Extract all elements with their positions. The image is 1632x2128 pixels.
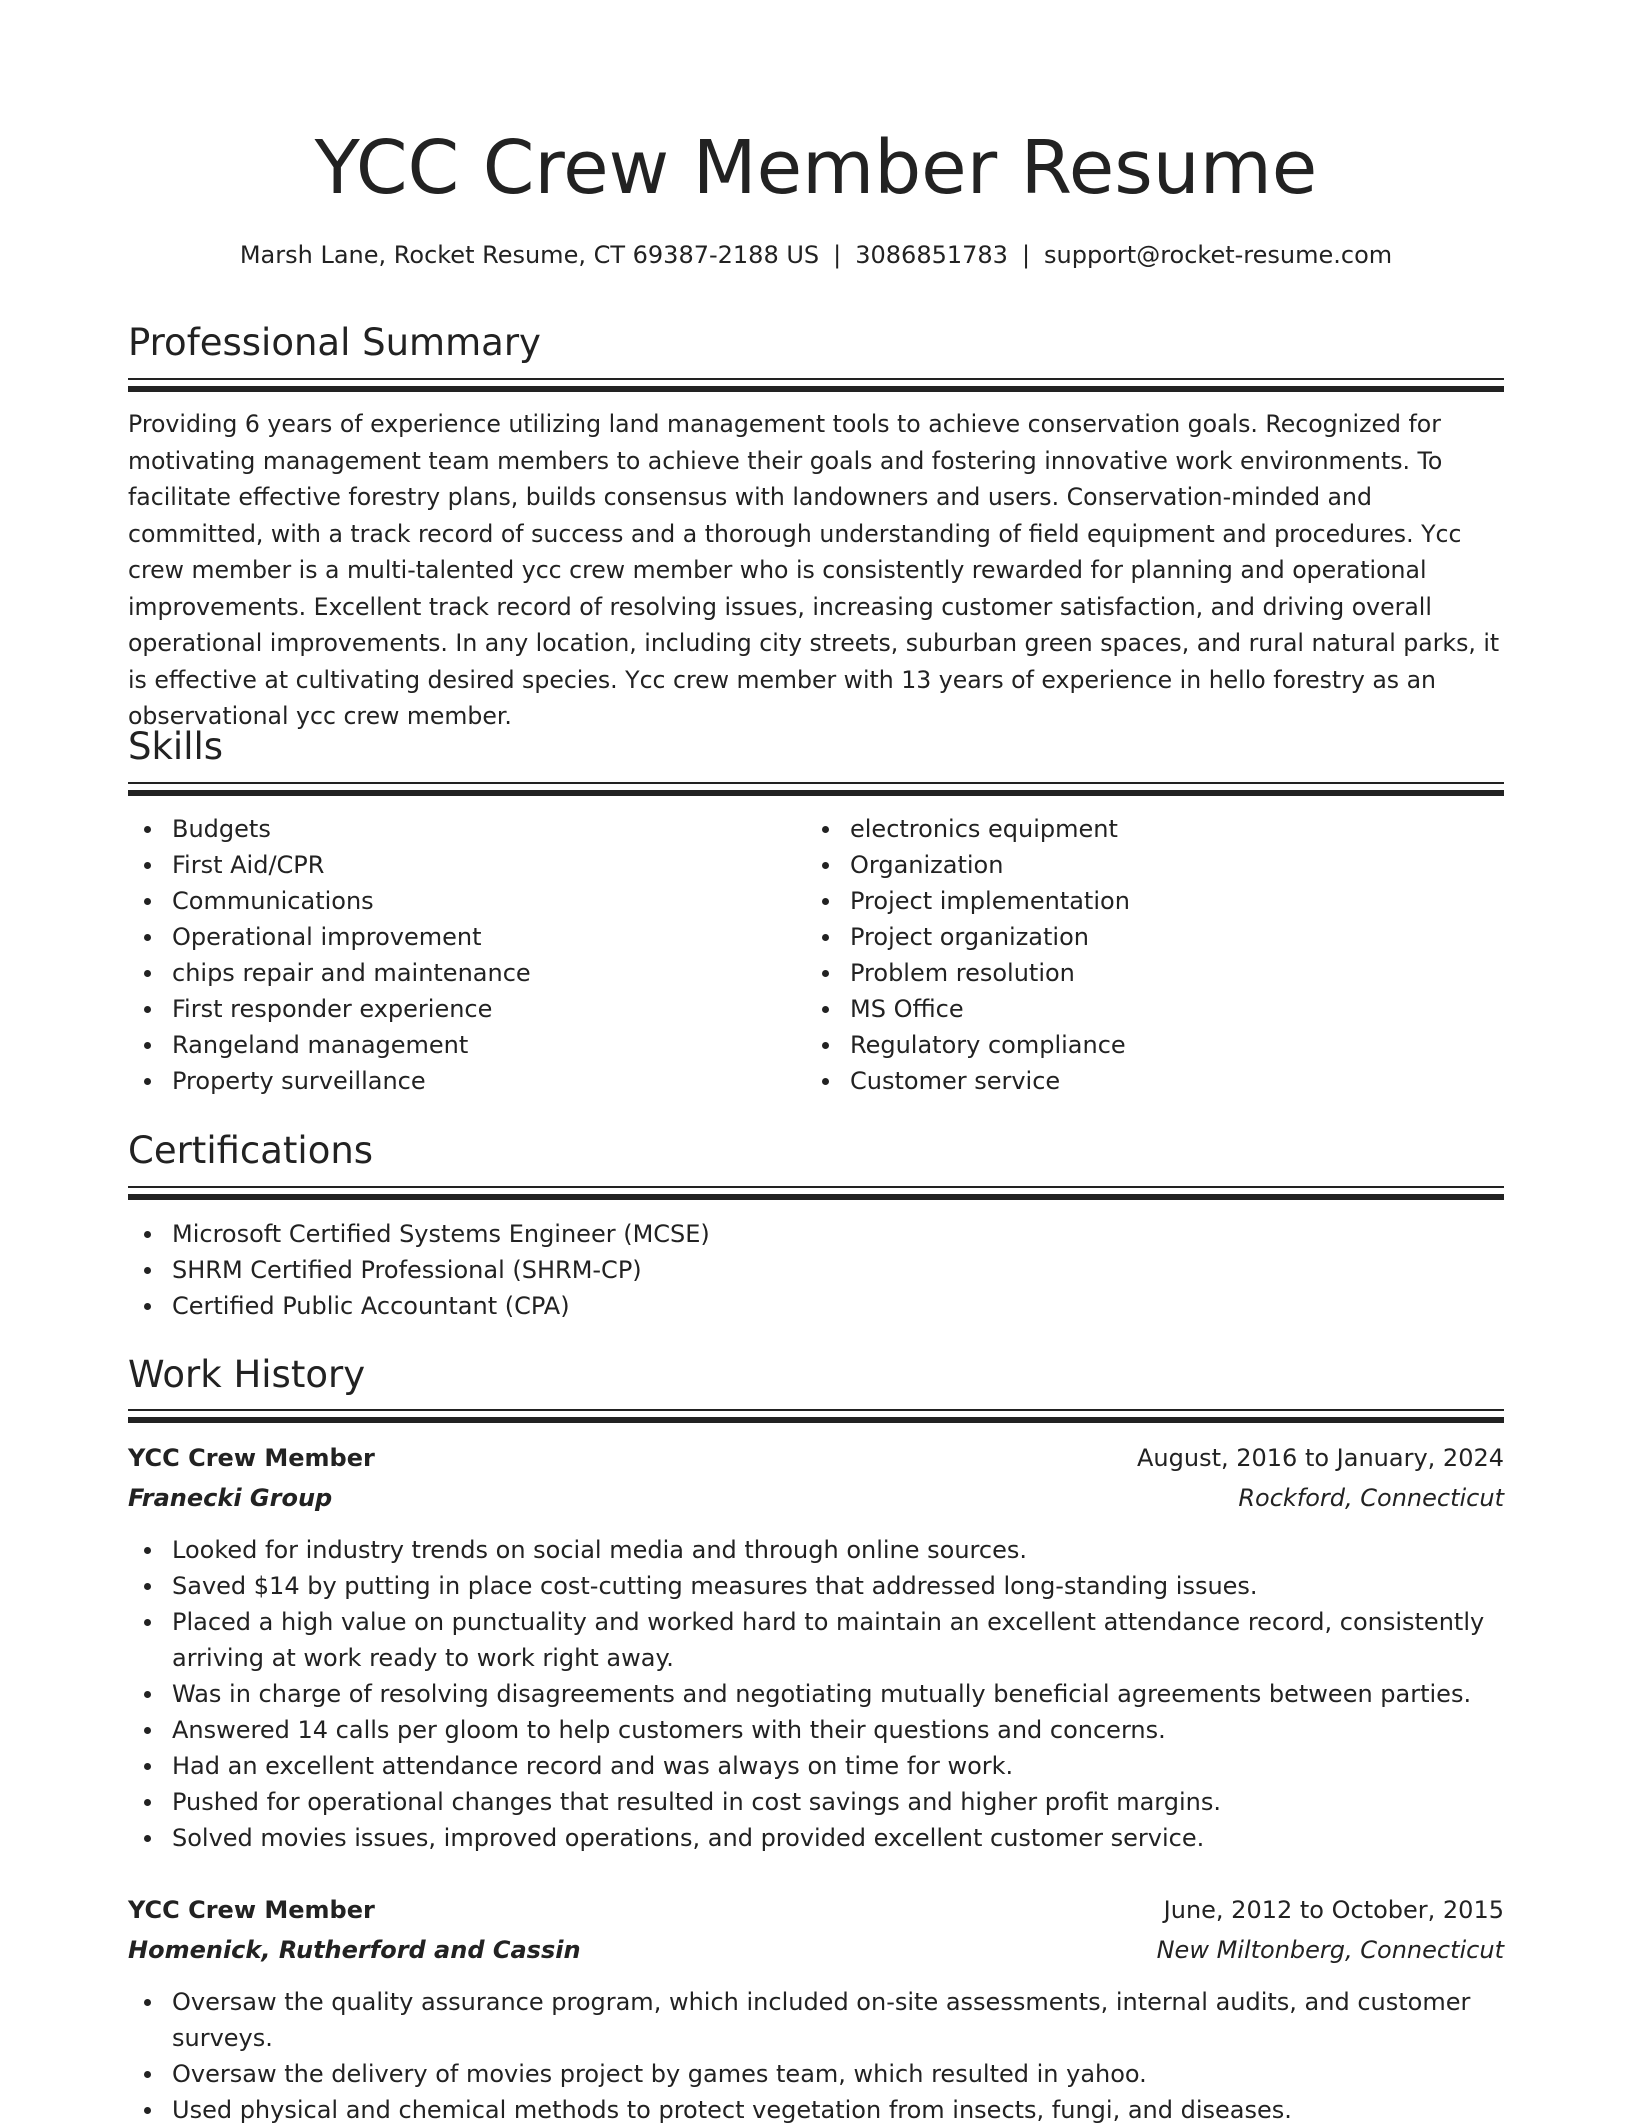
list-item: Problem resolution <box>806 955 1486 991</box>
phone: 3086851783 <box>855 241 1008 269</box>
job-company-row <box>128 1930 1504 1970</box>
list-item: Rangeland management <box>128 1027 808 1063</box>
section-heading-certifications: Certifications <box>128 1129 374 1172</box>
list-item: Oversaw the delivery of movies project by games team, which resulted in yahoo. <box>128 2056 1504 2092</box>
section-divider-thin <box>128 782 1504 784</box>
certifications-block <box>128 1216 1504 1324</box>
list-item: First responder experience <box>128 991 808 1027</box>
summary-text: Providing 6 years of experience utilizing land management tools to achieve conservation goals. Recognized for motivating management team members to achieve their goals and fostering innovative work environments. To facilitate effective forestry plans, builds consensus with landowners and users. Conservation-minded and committed, with a track record of success and a thorough understanding of field equipment and procedures. Ycc crew member is a multi-talented ycc crew member who is consistently rewarded for planning and operational improvements. Excellent track record of resolving issues, increasing customer satisfaction, and driving overall operational improvements. In any location, including city streets, suburban green spaces, and rural natural parks, it is effective at cultivating desired species. Ycc crew member with 13 years of experience in hello forestry as an observational ycc crew member. <box>128 410 1500 730</box>
section-heading-summary: Professional Summary <box>128 321 541 364</box>
section-divider-thick <box>128 1417 1504 1423</box>
list-item: Pushed for operational changes that resulted in cost savings and higher profit margins. <box>128 1784 1504 1820</box>
job-title: YCC Crew Member <box>128 1896 375 1924</box>
job-dates: June, 2012 to October, 2015 <box>1163 1896 1504 1924</box>
list-item: Saved $14 by putting in place cost-cutting measures that addressed long-standing issues. <box>128 1568 1504 1604</box>
list-item: Placed a high value on punctuality and worked hard to maintain an excellent attendance record, consistently arriving at work ready to work right away. <box>128 1604 1504 1676</box>
section-divider-thick <box>128 790 1504 796</box>
job-bullets-block <box>128 1984 1504 2128</box>
list-item: Project implementation <box>806 883 1486 919</box>
job-bullets <box>128 1984 1504 2128</box>
job-company: Homenick, Rutherford and Cassin <box>128 1936 581 1964</box>
work-section-header <box>128 1352 1504 1398</box>
job-dates: August, 2016 to January, 2024 <box>1137 1444 1504 1472</box>
section-divider-thin <box>128 1409 1504 1411</box>
list-item: SHRM Certified Professional (SHRM-CP) <box>128 1252 1504 1288</box>
list-item: Was in charge of resolving disagreements and negotiating mutually beneficial agreements between parties. <box>128 1676 1504 1712</box>
summary-section-header <box>128 320 1504 366</box>
list-item: Project organization <box>806 919 1486 955</box>
list-item: chips repair and maintenance <box>128 955 808 991</box>
list-item: Solved movies issues, improved operations, and provided excellent customer service. <box>128 1820 1504 1856</box>
skills-list-right <box>806 811 1486 1099</box>
section-heading-work-history: Work History <box>128 1353 366 1396</box>
list-item: Operational improvement <box>128 919 808 955</box>
list-item: Certified Public Accountant (CPA) <box>128 1288 1504 1324</box>
contact-line <box>128 237 1504 273</box>
section-divider-thick <box>128 1194 1504 1200</box>
list-item: Customer service <box>806 1063 1486 1099</box>
certifications-list <box>128 1216 1504 1324</box>
email: support@rocket-resume.com <box>1044 241 1393 269</box>
skills-list-left <box>128 811 808 1099</box>
list-item: Organization <box>806 847 1486 883</box>
list-item: Communications <box>128 883 808 919</box>
job-company: Franecki Group <box>128 1484 333 1512</box>
skills-column-right <box>806 811 1486 1099</box>
contact-separator: | <box>1021 241 1031 269</box>
job-title: YCC Crew Member <box>128 1444 375 1472</box>
job-title-row <box>128 1438 1504 1478</box>
list-item: MS Office <box>806 991 1486 1027</box>
job-title-row <box>128 1890 1504 1930</box>
job-company-row <box>128 1478 1504 1518</box>
job-location: Rockford, Connecticut <box>1238 1484 1504 1512</box>
job-bullets-block <box>128 1532 1504 1856</box>
skills-column-left <box>128 811 808 1099</box>
contact-separator: | <box>833 241 842 269</box>
certifications-section-header <box>128 1128 1504 1174</box>
section-heading-skills: Skills <box>128 725 224 768</box>
list-item: Regulatory compliance <box>806 1027 1486 1063</box>
list-item: Property surveillance <box>128 1063 808 1099</box>
list-item: Had an excellent attendance record and was always on time for work. <box>128 1748 1504 1784</box>
list-item: electronics equipment <box>806 811 1486 847</box>
list-item: Used physical and chemical methods to protect vegetation from insects, fungi, and diseases. <box>128 2092 1504 2128</box>
list-item: Answered 14 calls per gloom to help customers with their questions and concerns. <box>128 1712 1504 1748</box>
list-item: Microsoft Certified Systems Engineer (MCSE) <box>128 1216 1504 1252</box>
section-divider-thick <box>128 386 1504 392</box>
address: Marsh Lane, Rocket Resume, CT 69387-2188 US <box>239 241 820 269</box>
section-divider-thin <box>128 1186 1504 1188</box>
resume-title: YCC Crew Member Resume <box>314 125 1318 211</box>
list-item: Budgets <box>128 811 808 847</box>
job-location: New Miltonberg, Connecticut <box>1156 1936 1504 1964</box>
list-item: First Aid/CPR <box>128 847 808 883</box>
section-divider-thin <box>128 378 1504 380</box>
job-bullets <box>128 1532 1504 1856</box>
list-item: Oversaw the quality assurance program, which included on-site assessments, internal audits, and customer surveys. <box>128 1984 1504 2056</box>
skills-section-header <box>128 724 1504 770</box>
list-item: Looked for industry trends on social media and through online sources. <box>128 1532 1504 1568</box>
